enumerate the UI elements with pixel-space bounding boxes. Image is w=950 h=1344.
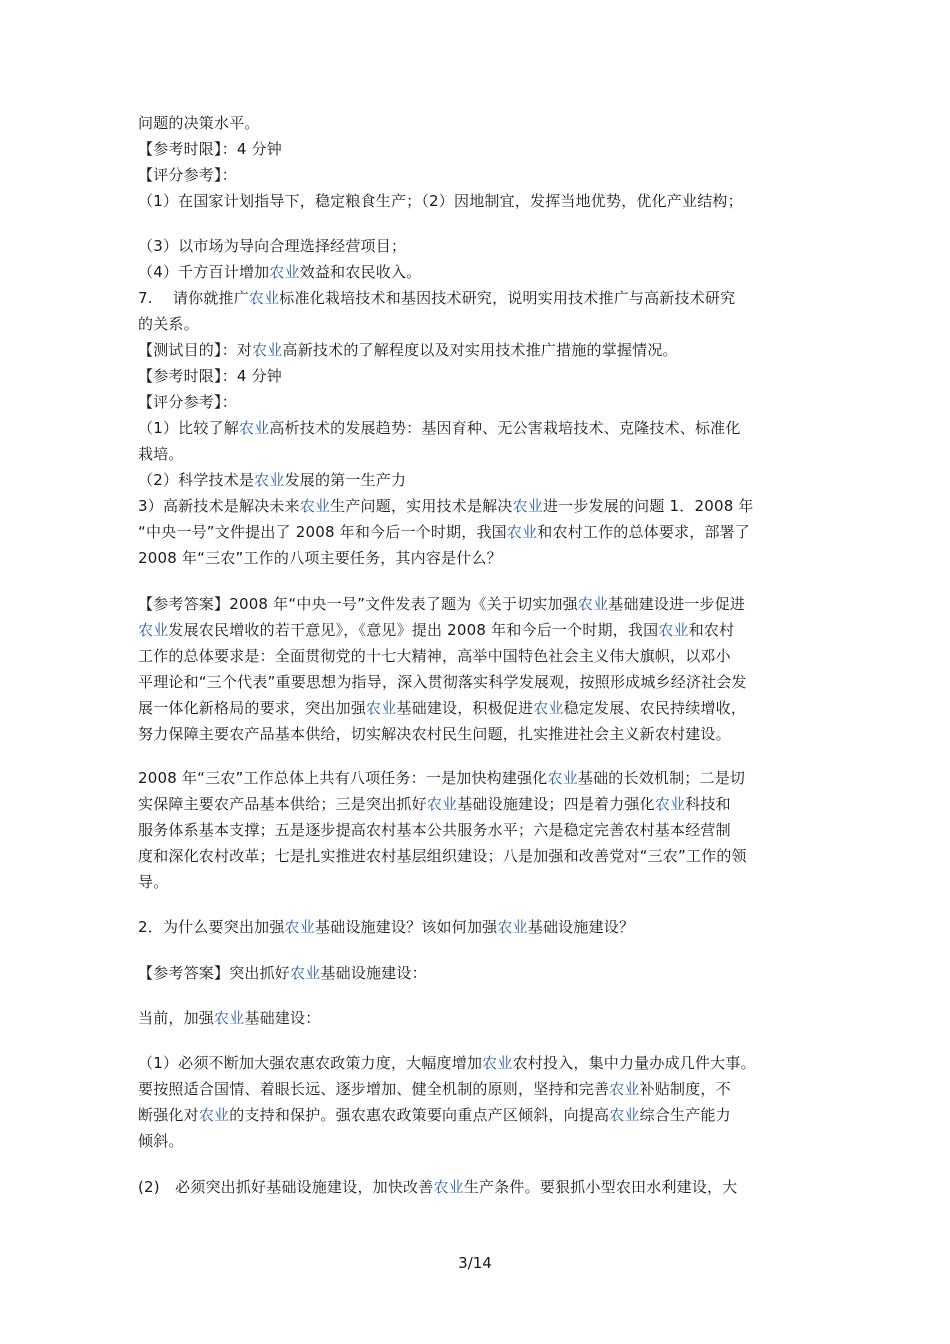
text-line: 服务体系基本支撑；五是逐步提高农村基本公共服务水平；六是稳定完善农村基本经营制 bbox=[138, 821, 731, 839]
keyword-link[interactable]: 农业 bbox=[609, 1080, 640, 1098]
text-line: “中央一号”文件提出了 2008 年和今后一个时期，我国农业和农村工作的总体要求，部署了 bbox=[138, 523, 751, 541]
text-line: 3）高新技术是解决未来农业生产问题，实用技术是解决农业进一步发展的问题 1．2008 年 bbox=[138, 497, 754, 515]
text-line: （2）科学技术是农业发展的第一生产力 bbox=[138, 471, 407, 489]
keyword-link[interactable]: 农业 bbox=[506, 523, 538, 541]
text-line: 【参考答案】突出抓好农业基础设施建设： bbox=[138, 964, 427, 982]
keyword-link[interactable]: 农业 bbox=[577, 595, 609, 613]
text-line: 【参考时限】：4 分钟 bbox=[138, 367, 283, 385]
text-line: 2008 年“三农”工作总体上共有八项任务：一是加快构建强化农业基础的长效机制；二是切 bbox=[138, 769, 746, 787]
text-line: 工作的总体要求是：全面贯彻党的十七大精神，高举中国特色社会主义伟大旗帜，以邓小 bbox=[138, 647, 731, 665]
keyword-link[interactable]: 农业 bbox=[214, 1009, 245, 1027]
keyword-link[interactable]: 农业 bbox=[254, 471, 285, 489]
text-line: 【评分参考】： bbox=[138, 393, 237, 411]
text-line: 平理论和“三个代表”重要思想为指导，深入贯彻落实科学发展观，按照形成城乡经济社会发 bbox=[138, 673, 747, 691]
text-line: 【参考时限】：4 分钟 bbox=[138, 140, 283, 158]
text-line: 导。 bbox=[138, 873, 169, 891]
text-line: 倾斜。 bbox=[138, 1132, 184, 1150]
keyword-link[interactable]: 农业 bbox=[238, 419, 270, 437]
text-line: 【测试目的】：对农业高新技术的了解程度以及对实用技术推广措施的掌握情况。 bbox=[138, 341, 678, 359]
text-line: 2．为什么要突出加强农业基础设施建设？该如何加强农业基础设施建设？ bbox=[138, 918, 635, 936]
text-line: （1）在国家计划指导下，稳定粮食生产；（2）因地制宜，发挥当地优势，优化产业结构； bbox=[138, 192, 743, 210]
page-number: 3/14 bbox=[458, 1254, 492, 1272]
text-line: （4）千方百计增加农业效益和农民收入。 bbox=[138, 263, 422, 281]
text-line: 【评分参考】： bbox=[138, 166, 237, 184]
keyword-link[interactable]: 农业 bbox=[198, 1106, 230, 1124]
keyword-link[interactable]: 农业 bbox=[248, 289, 280, 307]
keyword-link[interactable]: 农业 bbox=[658, 621, 689, 639]
text-line: 要按照适合国情、着眼长远、逐步增加、健全机制的原则，坚持和完善农业补贴制度，不 bbox=[138, 1080, 731, 1098]
text-line: （1）比较了解农业高析技术的发展趋势：基因育种、无公害栽培技术、克隆技术、标准化 bbox=[138, 419, 741, 437]
keyword-link[interactable]: 农业 bbox=[366, 699, 397, 717]
text-line: 努力保障主要农产品基本供给，切实解决农村民生问题，扎实推进社会主义新农村建设。 bbox=[138, 725, 731, 743]
text-line: 问题的决策水平。 bbox=[138, 114, 260, 132]
keyword-link[interactable]: 农业 bbox=[138, 621, 169, 639]
text-line: 【参考答案】2008 年“中央一号”文件发表了题为《关于切实加强农业基础建设进一步促进 bbox=[138, 595, 746, 613]
keyword-link[interactable]: 农业 bbox=[433, 1178, 464, 1196]
keyword-link[interactable]: 农业 bbox=[654, 795, 686, 813]
text-line: (2) 必须突出抓好基础设施建设，加快改善农业生产条件。要狠抓小型农田水利建设，大 bbox=[138, 1178, 738, 1196]
keyword-link[interactable]: 农业 bbox=[252, 341, 283, 359]
keyword-link[interactable]: 农业 bbox=[512, 497, 543, 515]
keyword-link[interactable]: 农业 bbox=[299, 497, 331, 515]
text-line: 展一体化新格局的要求，突出加强农业基础建设，积极促进农业稳定发展、农民持续增收， bbox=[138, 699, 747, 717]
keyword-link[interactable]: 农业 bbox=[547, 769, 578, 787]
text-line: 栽培。 bbox=[138, 445, 184, 463]
text-line: 断强化对农业的支持和保护。强农惠农政策要向重点产区倾斜，向提高农业综合生产能力 bbox=[138, 1106, 731, 1124]
keyword-link[interactable]: 农业 bbox=[290, 964, 321, 982]
text-line: （3）以市场为导向合理选择经营项目； bbox=[138, 237, 407, 255]
keyword-link[interactable]: 农业 bbox=[269, 263, 300, 281]
keyword-link[interactable]: 农业 bbox=[533, 699, 564, 717]
text-line: 2008 年“三农”工作的八项主要任务，其内容是什么？ bbox=[138, 549, 502, 567]
text-line: 实保障主要农产品基本供给；三是突出抓好农业基础设施建设；四是着力强化农业科技和 bbox=[138, 795, 731, 813]
text-line: 7. 请你就推广农业标准化栽培技术和基因技术研究，说明实用技术推广与高新技术研究 bbox=[138, 289, 736, 307]
keyword-link[interactable]: 农业 bbox=[497, 918, 528, 936]
text-line: （1）必须不断加大强农惠农政策力度，大幅度增加农业农村投入，集中力量办成几件大事。 bbox=[138, 1054, 756, 1072]
text-line: 当前，加强农业基础建设： bbox=[138, 1009, 321, 1027]
text-line: 度和深化农村改革；七是扎实推进农村基层组织建设；八是加强和改善党对“三农”工作的领 bbox=[138, 847, 747, 865]
keyword-link[interactable]: 农业 bbox=[482, 1054, 513, 1072]
text-line: 农业发展农民增收的若干意见》，《意见》提出 2008 年和今后一个时期，我国农业和农村 bbox=[138, 621, 735, 639]
text-line: 的关系。 bbox=[138, 315, 199, 333]
keyword-link[interactable]: 农业 bbox=[426, 795, 458, 813]
keyword-link[interactable]: 农业 bbox=[609, 1106, 640, 1124]
keyword-link[interactable]: 农业 bbox=[284, 918, 315, 936]
